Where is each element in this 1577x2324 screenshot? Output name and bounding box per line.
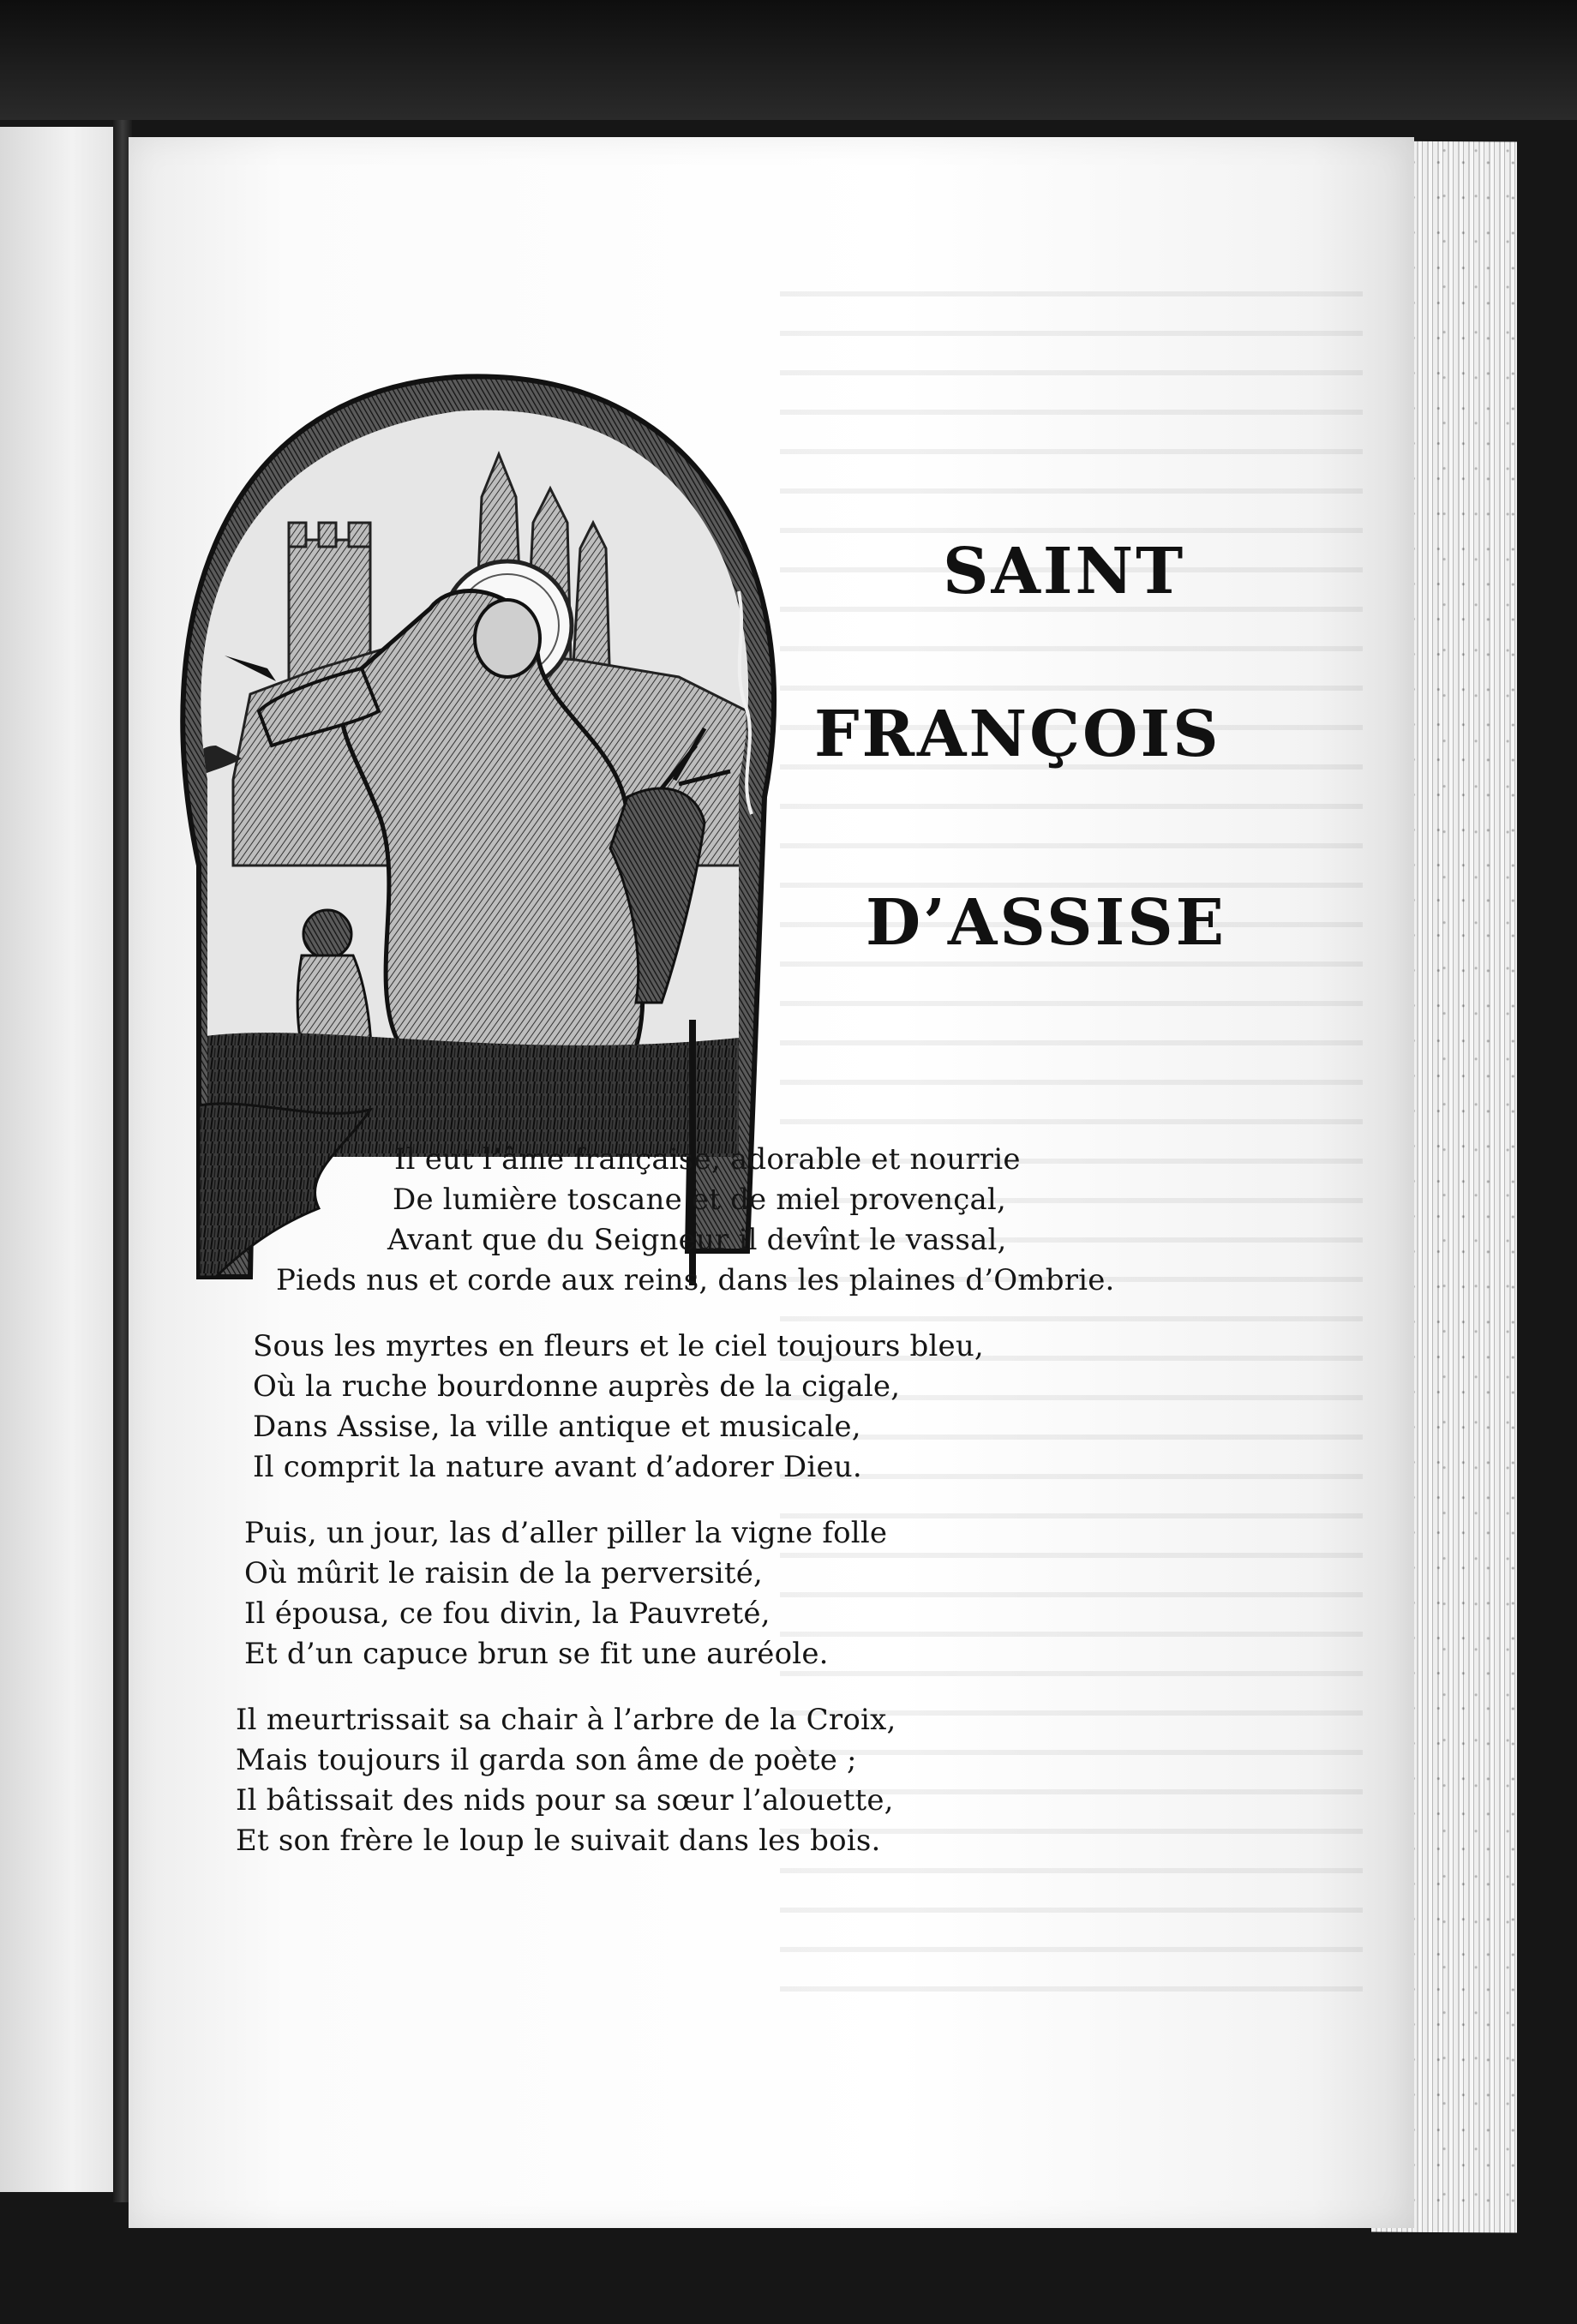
- poem-line: Sous les myrtes en fleurs et le ciel toujours bleu,: [253, 1329, 984, 1363]
- poem-line: Dans Assise, la ville antique et musicale,: [253, 1410, 861, 1444]
- poem-line: Avant que du Seigneur il devînt le vassal,: [387, 1223, 1007, 1257]
- poem-line: Pieds nus et corde aux reins, dans les plaines d’Ombrie.: [276, 1263, 1115, 1297]
- title-line-1: SAINT: [943, 535, 1186, 608]
- poem-line: Et d’un capuce brun se fit une auréole.: [244, 1637, 829, 1671]
- stanza-4: [236, 1700, 1260, 1861]
- poem-line: Où la ruche bourdonne auprès de la cigale,: [253, 1369, 901, 1404]
- poem-line: De lumière toscane et de miel provençal,: [393, 1183, 1007, 1217]
- left-page-edge: [0, 127, 123, 2192]
- poem-line: Il comprit la nature avant d’adorer Dieu.: [253, 1450, 862, 1484]
- title-line-3: D’ASSISE: [866, 886, 1227, 960]
- poem-line: Il meurtrissait sa chair à l’arbre de la Croix,: [236, 1703, 896, 1737]
- poem-line: Mais toujours il garda son âme de poète ;: [236, 1743, 857, 1777]
- poem-line: Et son frère le loup le suivait dans les bois.: [236, 1824, 881, 1858]
- poem: [231, 1140, 1260, 1887]
- poem-line: Il bâtissait des nids pour sa sœur l’alouette,: [236, 1783, 894, 1818]
- poem-line: Il épousa, ce fou divin, la Pauvreté,: [244, 1596, 771, 1631]
- right-page: [129, 137, 1414, 2228]
- stanza-1: [276, 1140, 1260, 1301]
- poem-line: Puis, un jour, las d’aller piller la vigne folle: [244, 1516, 888, 1550]
- saint-illustration: [147, 266, 816, 1285]
- title-line-2: FRANÇOIS: [814, 698, 1221, 771]
- stanza-2: [253, 1327, 1260, 1488]
- poem-line: Où mûrit le raisin de la perversité,: [244, 1556, 764, 1590]
- poem-line: Il eut l’âme française, adorable et nourrie: [394, 1142, 1021, 1177]
- scan-background-top: [0, 0, 1577, 120]
- stanza-3: [244, 1513, 1260, 1674]
